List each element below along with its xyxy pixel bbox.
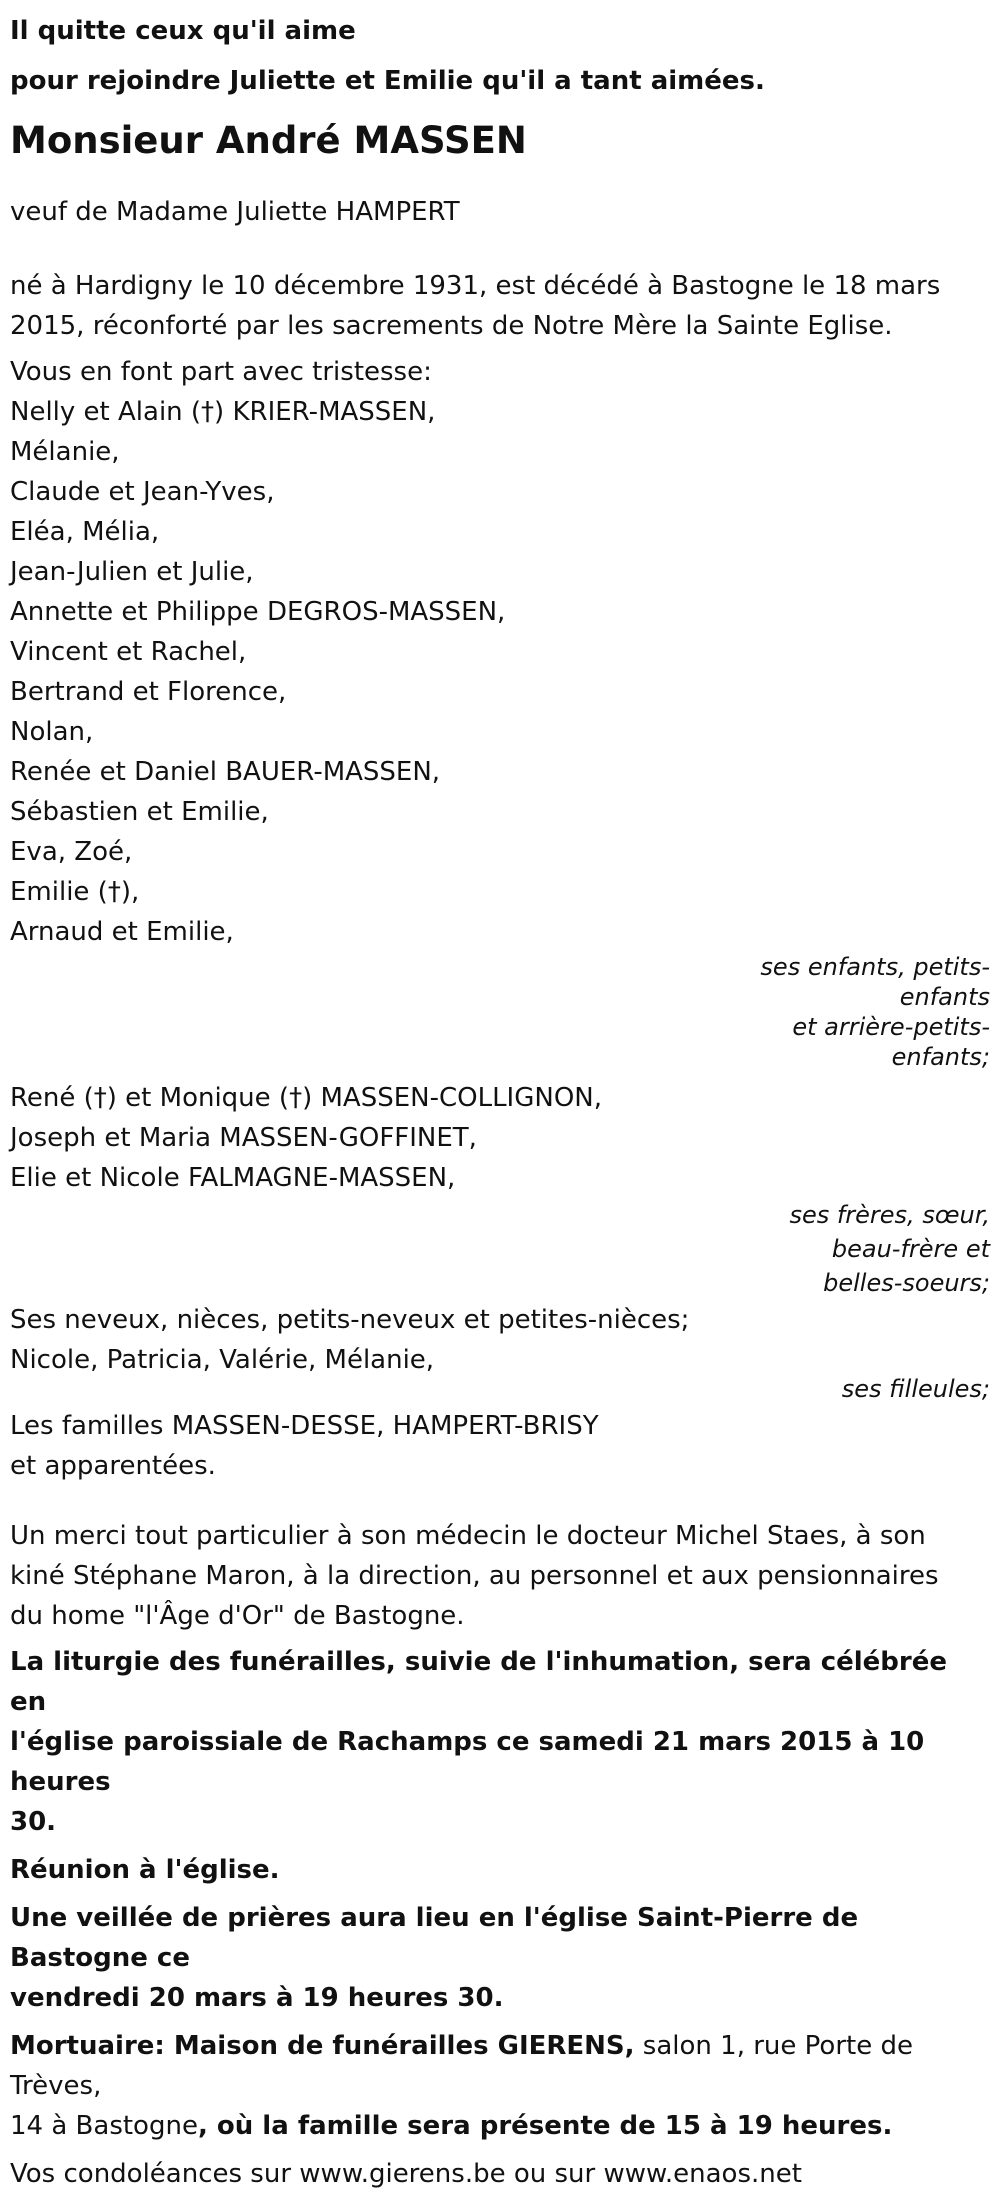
mortuary-address-2: 14 à Bastogne	[10, 2111, 198, 2141]
birth-death-block	[10, 266, 990, 346]
caption-line: ses filleules;	[841, 1375, 990, 1403]
spouse-line: veuf de Madame Juliette HAMPERT	[10, 197, 460, 227]
liturgy-line-1: La liturgie des funérailles, suivie de l'inhumation, sera célébrée en	[10, 1647, 947, 1717]
list-item: Vincent et Rachel,	[10, 637, 247, 667]
meeting-line: Réunion à l'église.	[10, 1855, 280, 1885]
obituary-page	[10, 6, 990, 2194]
liturgy-line-2: l'église paroissiale de Rachamps ce samedi 21 mars 2015 à 10 heures	[10, 1727, 925, 1797]
families-line-2: et apparentées.	[10, 1451, 216, 1481]
mortuary-label: Mortuaire: Maison de funérailles GIERENS,	[10, 2031, 635, 2061]
siblings-caption	[720, 1198, 990, 1300]
mortuary-block	[10, 2026, 990, 2146]
liturgy-block	[10, 1642, 990, 1842]
list-item: Jean-Julien et Julie,	[10, 557, 254, 587]
list-item: Bertrand et Florence,	[10, 677, 287, 707]
list-item: Claude et Jean-Yves,	[10, 477, 275, 507]
caption-line: ses frères, sœur,	[789, 1201, 990, 1229]
birth-death-line-1: né à Hardigny le 10 décembre 1931, est décédé à Bastogne le 18 mars	[10, 271, 941, 301]
list-item: René (†) et Monique (†) MASSEN-COLLIGNON,	[10, 1083, 602, 1113]
announce-line: Vous en font part avec tristesse:	[10, 357, 432, 387]
deceased-name: Monsieur André MASSEN	[10, 119, 527, 162]
intro-line-2: pour rejoindre Juliette et Emilie qu'il a tant aimées.	[10, 66, 765, 96]
nephews-line: Ses neveux, nièces, petits-neveux et petites-nièces;	[10, 1305, 690, 1335]
caption-line: ses enfants, petits-	[760, 953, 990, 981]
thanks-block	[10, 1516, 990, 1636]
mortuary-address-1: salon 1, rue Porte de Trèves,	[10, 2031, 913, 2101]
list-item: Emilie (†),	[10, 877, 140, 907]
children-list	[10, 392, 990, 952]
list-item: Renée et Daniel BAUER-MASSEN,	[10, 757, 441, 787]
list-item: Annette et Philippe DEGROS-MASSEN,	[10, 597, 506, 627]
thanks-line-1: Un merci tout particulier à son médecin le docteur Michel Staes, à son	[10, 1521, 926, 1551]
mortuary-line-1	[10, 2026, 990, 2106]
condolences-line: Vos condoléances sur www.gierens.be ou sur www.enaos.net	[10, 2159, 802, 2189]
goddaughters-caption	[720, 1372, 990, 1406]
families-line-1: Les familles MASSEN-DESSE, HAMPERT-BRISY	[10, 1411, 599, 1441]
list-item: Mélanie,	[10, 437, 120, 467]
vigil-line-1: Une veillée de prières aura lieu en l'église Saint-Pierre de Bastogne ce	[10, 1903, 859, 1973]
list-item: Eva, Zoé,	[10, 837, 133, 867]
list-item: Eléa, Mélia,	[10, 517, 160, 547]
caption-line: belles-soeurs;	[823, 1269, 990, 1297]
caption-line: beau-frère et	[831, 1235, 990, 1263]
list-item: Joseph et Maria MASSEN-GOFFINET,	[10, 1123, 477, 1153]
mortuary-line-2	[10, 2106, 990, 2146]
birth-death-line-2: 2015, réconforté par les sacrements de Notre Mère la Sainte Eglise.	[10, 311, 893, 341]
caption-line: et arrière-petits-	[792, 1013, 990, 1041]
liturgy-line-3: 30.	[10, 1807, 57, 1837]
mortuary-presence: , où la famille sera présente de 15 à 19 heures.	[197, 2111, 893, 2141]
vigil-block	[10, 1898, 990, 2018]
goddaughters-line: Nicole, Patricia, Valérie, Mélanie,	[10, 1345, 435, 1375]
thanks-line-3: du home "l'Âge d'Or" de Bastogne.	[10, 1601, 465, 1631]
intro-line-1: Il quitte ceux qu'il aime	[10, 16, 356, 46]
caption-line: enfants;	[891, 1043, 990, 1071]
children-caption	[720, 952, 990, 1072]
list-item: Arnaud et Emilie,	[10, 917, 234, 947]
list-item: Elie et Nicole FALMAGNE-MASSEN,	[10, 1163, 456, 1193]
list-item: Nolan,	[10, 717, 94, 747]
vigil-line-2: vendredi 20 mars à 19 heures 30.	[10, 1983, 504, 2013]
list-item: Nelly et Alain (†) KRIER-MASSEN,	[10, 397, 436, 427]
families-block	[10, 1406, 990, 1486]
thanks-line-2: kiné Stéphane Maron, à la direction, au personnel et aux pensionnaires	[10, 1561, 939, 1591]
caption-line: enfants	[899, 983, 990, 1011]
siblings-list	[10, 1078, 990, 1198]
list-item: Sébastien et Emilie,	[10, 797, 269, 827]
